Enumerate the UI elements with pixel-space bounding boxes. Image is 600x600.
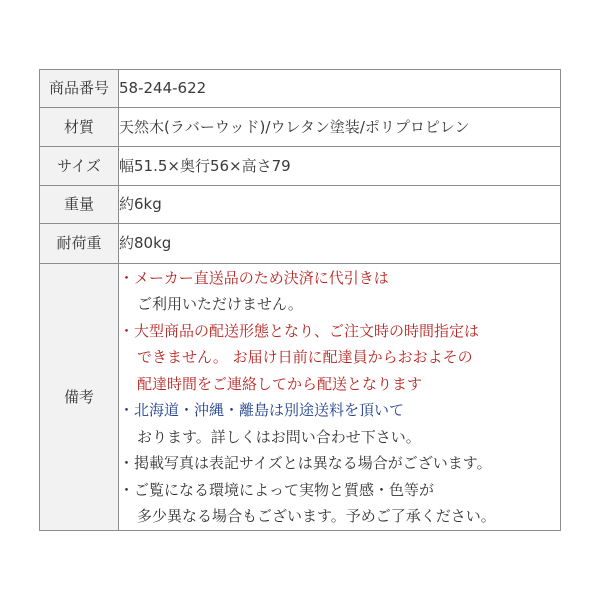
note-line: ・メーカー直送品のため決済に代引きは — [119, 268, 389, 287]
note-line: 多少異なる場合もございます。予めご了承ください。 — [137, 507, 496, 525]
table-row — [40, 147, 561, 186]
weight-label: 重量 — [40, 186, 119, 224]
note-line: ・ご覧になる環境によって実物と質感・色等が — [119, 480, 435, 499]
notes-cell — [119, 264, 561, 531]
material-value: 天然木(ラバーウッド)/ウレタン塗装/ポリプロピレン — [119, 108, 561, 147]
note-line: ・掲載写真は表記サイズとは異なる場合がございます。 — [119, 454, 492, 472]
table-row — [40, 264, 561, 531]
notes-label: 備考 — [40, 264, 119, 531]
note-line: ・大型商品の配送形態となり、ご注文時の時間指定は — [119, 321, 480, 340]
note-line: できません。 お届け日前に配達員からおおよその — [137, 348, 473, 366]
table-row — [40, 70, 561, 108]
product-number-label: 商品番号 — [40, 70, 119, 108]
note-line: 配達時間をご連絡してから配送となります — [137, 374, 423, 393]
load-capacity-label: 耐荷重 — [40, 224, 119, 264]
weight-value: 約6kg — [119, 186, 561, 224]
table-row — [40, 224, 561, 264]
note-line: ・北海道・沖縄・離島は別途送料を頂いて — [119, 401, 405, 419]
product-number-value: 58-244-622 — [119, 70, 561, 108]
table-row — [40, 186, 561, 224]
size-value: 幅51.5×奥行56×高さ79 — [119, 147, 561, 186]
note-line: ご利用いただけません。 — [137, 295, 303, 313]
spec-table — [39, 69, 561, 531]
material-label: 材質 — [40, 108, 119, 147]
table-row — [40, 108, 561, 147]
load-capacity-value: 約80kg — [119, 224, 561, 264]
note-line: おります。詳しくはお問い合わせ下さい。 — [137, 427, 421, 446]
size-label: サイズ — [40, 147, 119, 186]
